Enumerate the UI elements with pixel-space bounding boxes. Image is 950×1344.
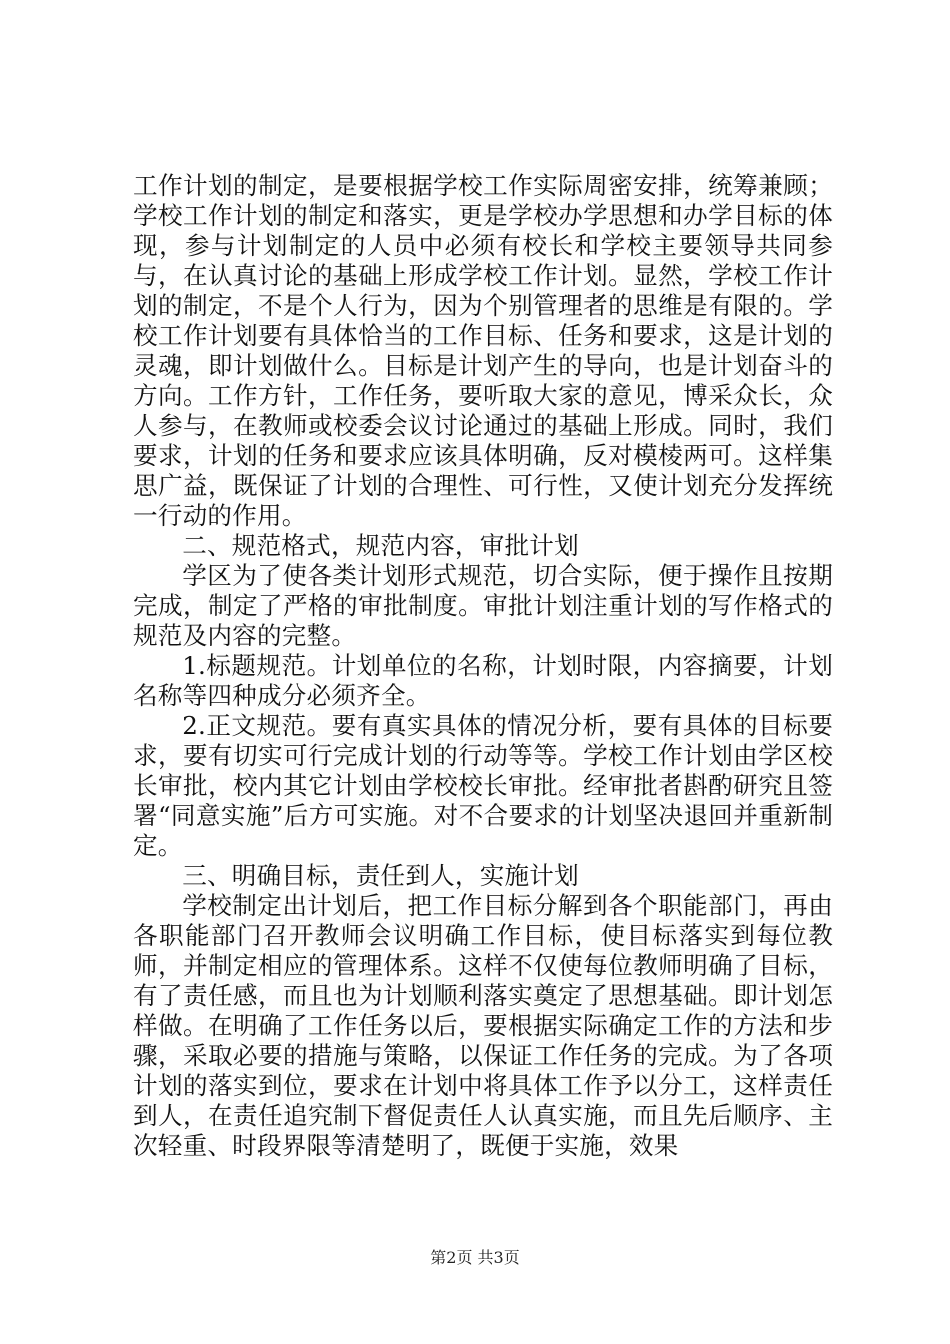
paragraph-body-standard: 2.正文规范。要有真实具体的情况分析，要有具体的目标要求，要有切实可行完成计划的行动等等。学校工作计划由学区校长审批，校内其它计划由学校校长审批。经审批者斟酌研究且签署“同意实施”后方可实施。对不合要求的计划坚决退回并重新制定。 <box>133 711 833 860</box>
paragraph-continuation: 工作计划的制定，是要根据学校工作实际周密安排，统筹兼顾；学校工作计划的制定和落实，更是学校办学思想和办学目标的体现，参与计划制定的人员中必须有校长和学校主要领导共同参与，在认真讨论的基础上形成学校工作计划。显然，学校工作计划的制定，不是个人行为，因为个别管理者的思维是有限的。学校工作计划要有具体恰当的工作目标、任务和要求，这是计划的灵魂，即计划做什么。目标是计划产生的导向，也是计划奋斗的方向。工作方针，工作任务，要听取大家的意见，博采众长，众人参与，在教师或校委会议讨论通过的基础上形成。同时，我们要求，计划的任务和要求应该具体明确，反对模棱两可。这样集思广益，既保证了计划的合理性、可行性，又使计划充分发挥统一行动的作用。 <box>133 171 833 530</box>
section-heading-2: 二、规范格式，规范内容，审批计划 <box>182 531 579 560</box>
paragraph-implementation: 学校制定出计划后，把工作目标分解到各个职能部门，再由各职能部门召开教师会议明确工作目标，使目标落实到每位教师，并制定相应的管理体系。这样不仅使每位教师明确了目标，有了责任感，而且也为计划顺利落实奠定了思想基础。即计划怎样做。在明确了工作任务以后，要根据实际确定工作的方法和步骤，采取必要的措施与策略，以保证工作任务的完成。为了各项计划的落实到位，要求在计划中将具体工作予以分工，这样责任到人，在责任追究制下督促责任人认真实施，而且先后顺序、主次轻重、时段界限等清楚明了，既便于实施，效果 <box>133 891 833 1160</box>
paragraph-title-standard: 1.标题规范。计划单位的名称，计划时限，内容摘要，计划名称等四种成分必须齐全。 <box>133 651 833 710</box>
paragraph-approval-system: 学区为了使各类计划形式规范，切合实际，便于操作且按期完成，制定了严格的审批制度。审批计划注重计划的写作格式的规范及内容的完整。 <box>133 561 833 650</box>
document-body <box>133 171 833 1161</box>
page-footer: 第2页 共3页 <box>430 1248 520 1267</box>
section-heading-3: 三、明确目标，责任到人，实施计划 <box>182 861 579 890</box>
